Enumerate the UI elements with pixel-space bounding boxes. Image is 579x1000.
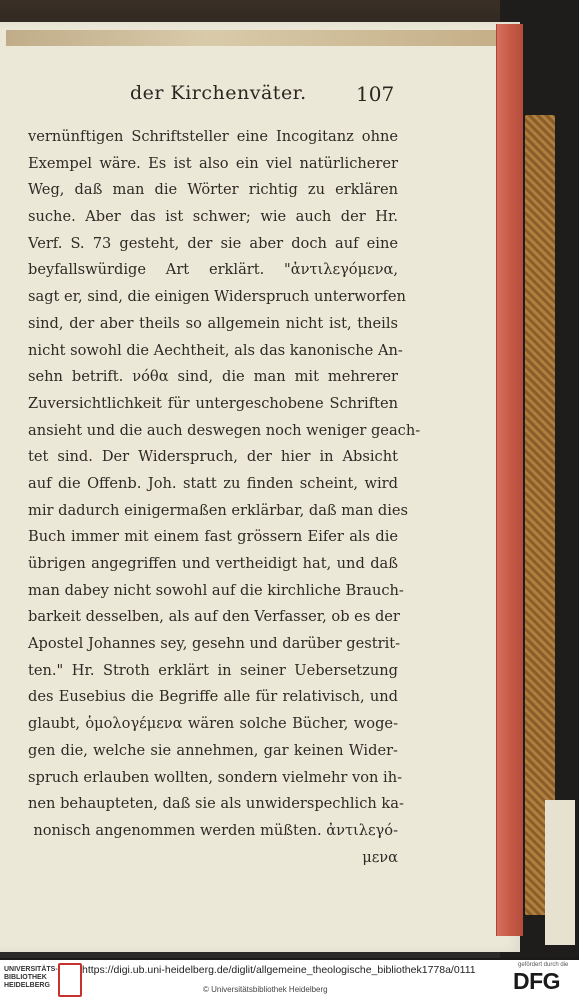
copyright-notice: © Universitätsbibliothek Heidelberg xyxy=(203,985,328,994)
text-line: auf die Offenb. Joh. statt zu finden scheint, wird xyxy=(28,474,398,492)
text-line: suche. Aber das ist schwer; wie auch der Hr. xyxy=(28,208,398,226)
footer-separator xyxy=(0,958,579,960)
text-line: spruch erlauben wollten, sondern vielmehr von ih- xyxy=(28,768,403,786)
text-line: sehn betrift. νόθα sind, die man mit mehrerer xyxy=(28,368,398,386)
text-line: des Eusebius die Begriffe alle für relativisch, und xyxy=(28,688,398,706)
page-number: 107 xyxy=(356,82,395,106)
cover-endpaper xyxy=(545,800,575,945)
page-top-rim xyxy=(6,30,506,46)
text-line: man dabey nicht sowohl auf die kirchliche Brauch- xyxy=(28,581,404,599)
funding-note: gefördert durch die xyxy=(518,962,569,968)
text-line: Weg, daß man die Wörter richtig zu erklären xyxy=(28,181,398,199)
text-line: nonisch angenommen werden müßten. ἀντιλεγό- xyxy=(33,821,398,839)
dfg-logo[interactable]: DFG xyxy=(513,968,561,994)
text-line: Apostel Johannes sey, gesehn und darüber gestrit- xyxy=(28,635,401,653)
text-line: μενα xyxy=(362,848,398,866)
text-line: glaubt, ὁμολογέμενα wären solche Bücher, woge- xyxy=(28,715,398,733)
library-logo-icon xyxy=(58,963,82,997)
text-line: vernünftigen Schriftsteller eine Incogitanz ohne xyxy=(28,128,398,145)
running-head: der Kirchenväter. xyxy=(130,82,307,104)
text-line: ansieht und die auch deswegen noch weniger geach- xyxy=(28,421,421,439)
text-line: barkeit desselben, als auf den Verfasser, ob es der xyxy=(28,608,400,626)
text-line: Verf. S. 73 gesteht, der sie aber doch auf eine xyxy=(28,234,398,252)
cover-marbled-edge xyxy=(525,115,555,915)
text-line: Buch immer mit einem fast grössern Eifer als die xyxy=(28,528,398,546)
text-line: sagt er, sind, die einigen Widerspruch unterworfen xyxy=(28,288,406,306)
page-red-edge xyxy=(496,24,523,936)
text-line: ten." Hr. Stroth erklärt in seiner Uebersetzung xyxy=(28,661,398,679)
text-line: sind, der aber theils so allgemein nicht ist, theils xyxy=(28,314,398,332)
text-line: nen behaupteten, daß sie als unwiderspechlich ka- xyxy=(28,795,404,813)
text-line: Exempel wäre. Es ist also ein viel natürlicherer xyxy=(28,154,398,172)
permalink-url[interactable]: https://digi.ub.uni-heidelberg.de/diglit/allgemeine_theologische_bibliothek1778a/0111 xyxy=(82,964,476,976)
text-line: Zuversichtlichkeit für untergeschobene Schriften xyxy=(28,394,398,412)
library-logo[interactable]: UNIVERSITÄTS-BIBLIOTHEK HEIDELBERG xyxy=(4,966,58,989)
text-line: beyfallswürdige Art erklärt. "ἀντιλεγόμενα, xyxy=(28,261,398,279)
text-line: übrigen angegriffen und vertheidigt hat, und daß xyxy=(28,555,398,572)
text-line: tet sind. Der Widerspruch, der hier in Absicht xyxy=(28,448,398,466)
text-line: nicht sowohl die Aechtheit, als das kanonische An- xyxy=(28,341,403,359)
body-text xyxy=(28,124,421,871)
text-line: gen die, welche sie annehmen, gar keinen Wider- xyxy=(28,741,398,759)
text-line: mir dadurch einigermaßen erklärbar, daß man dies xyxy=(28,501,409,519)
